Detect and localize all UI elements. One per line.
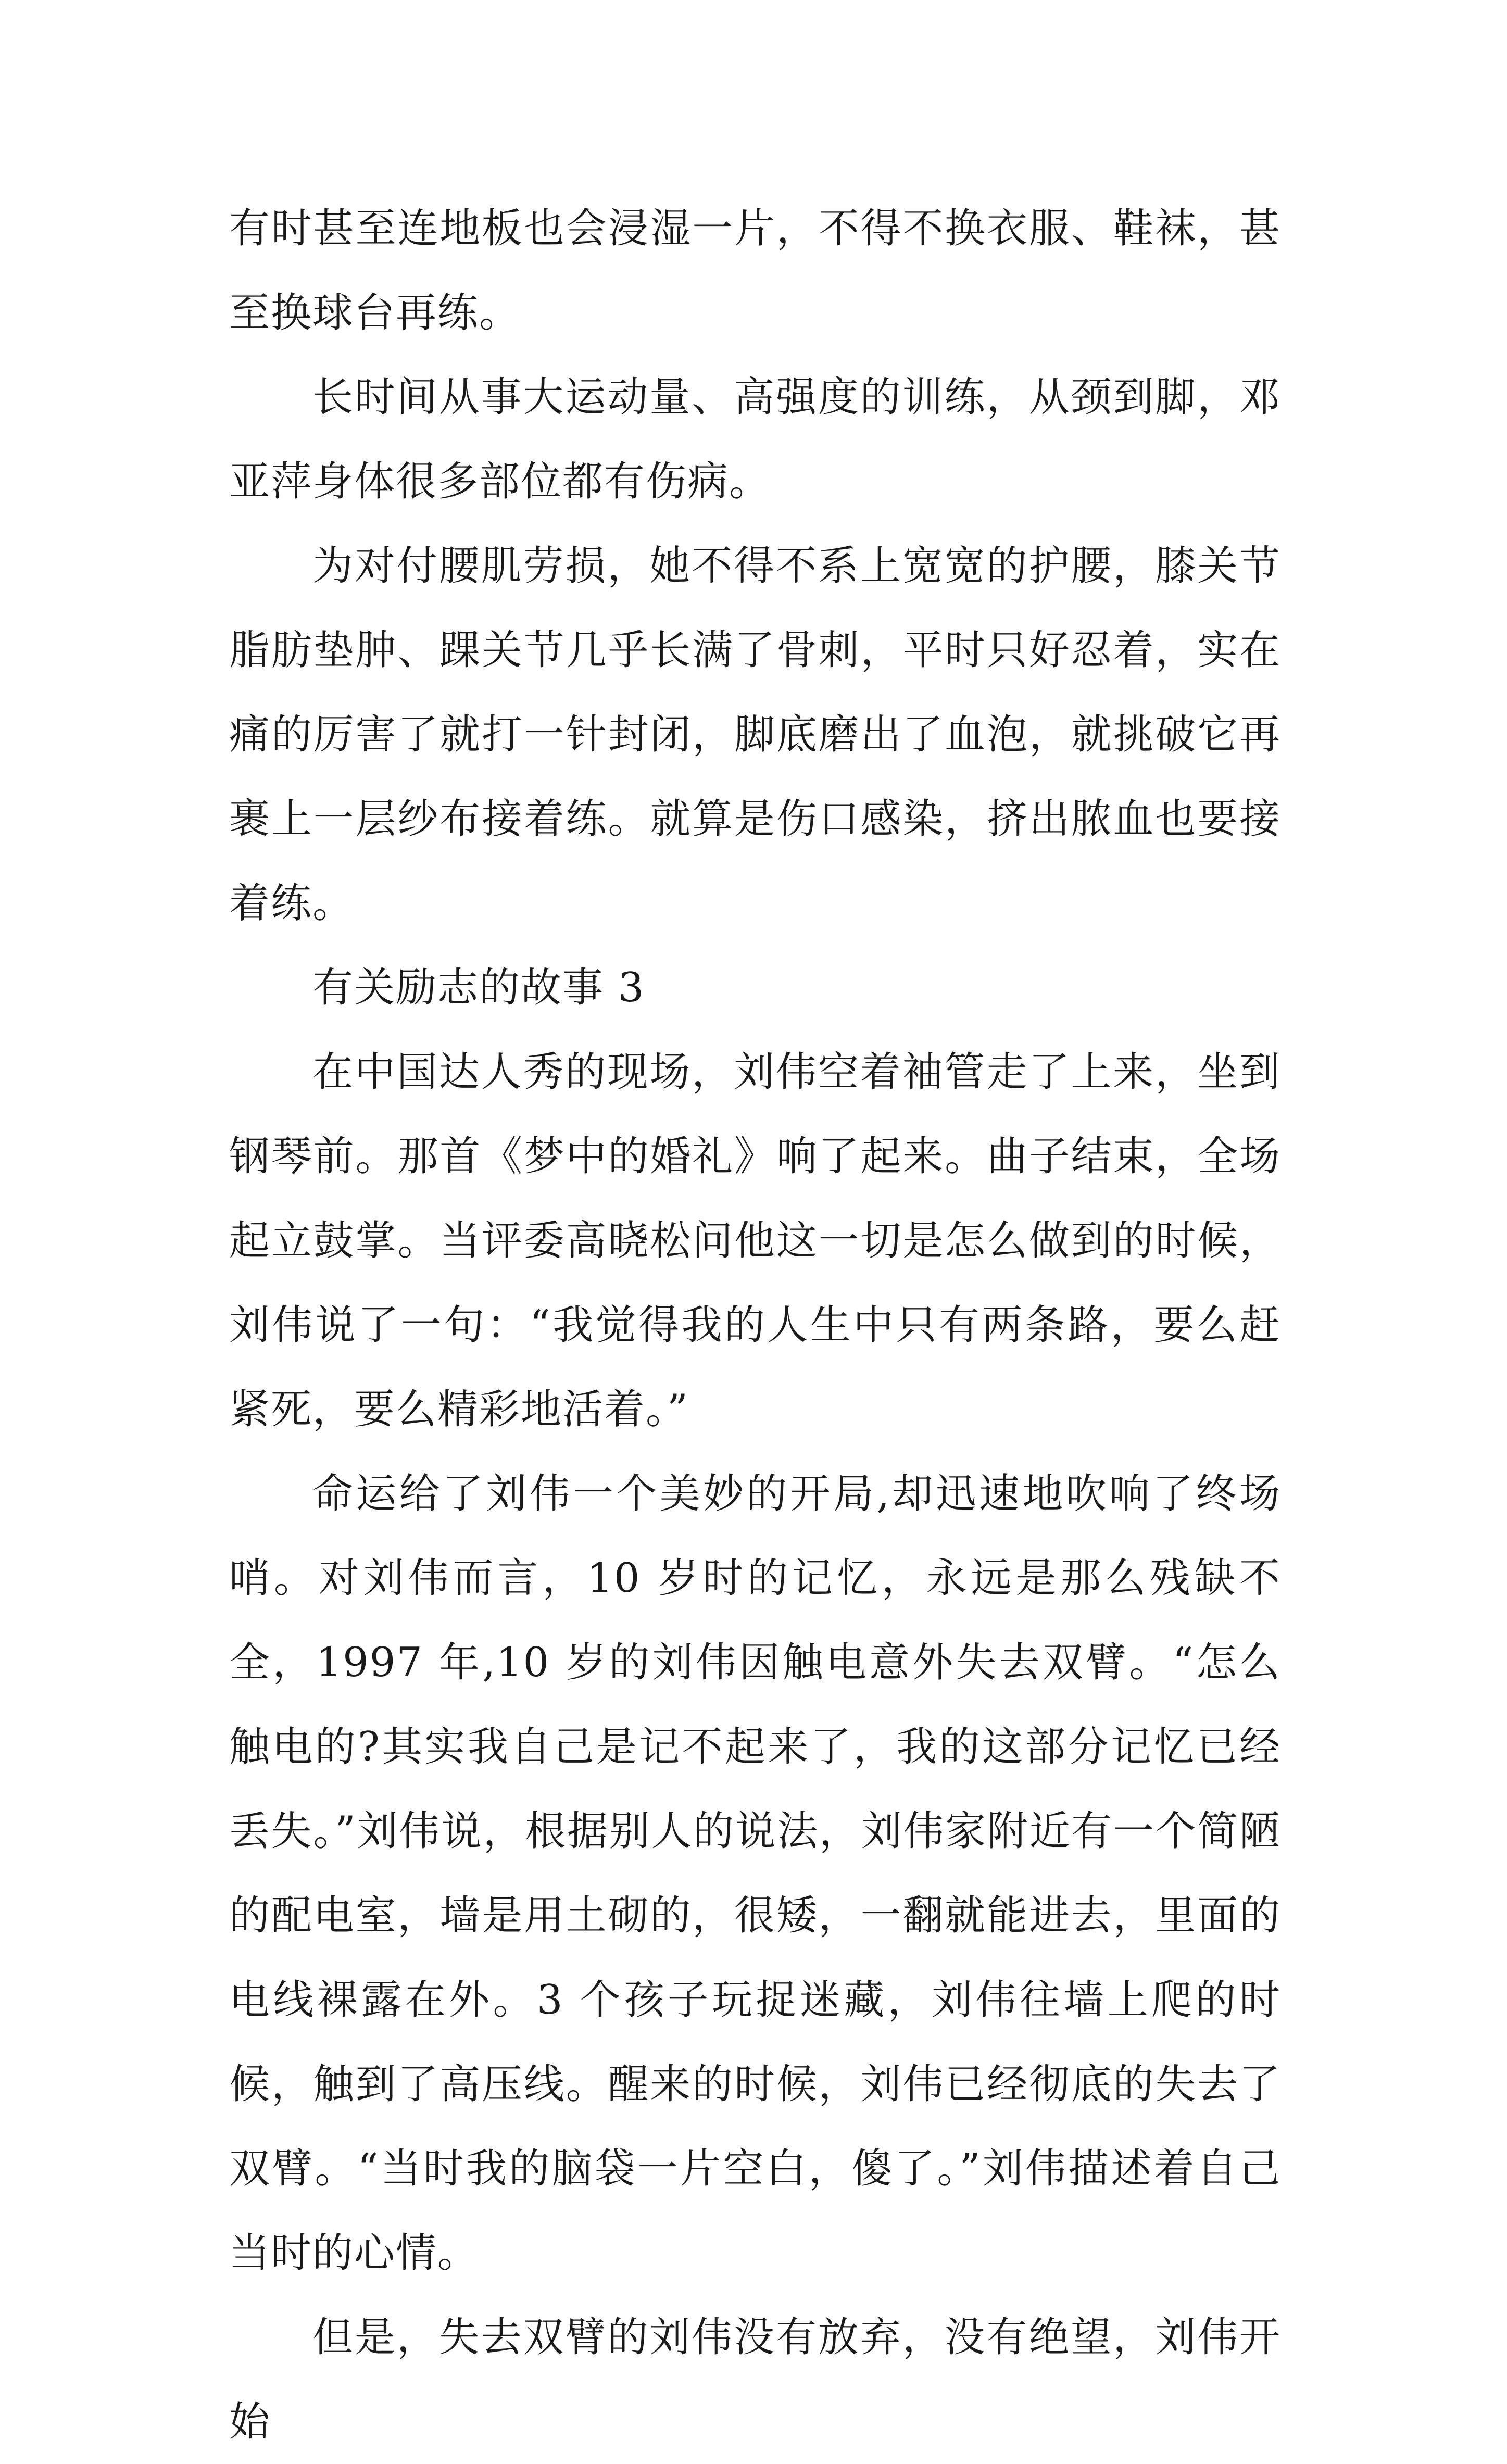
paragraph-perseverance: 但是，失去双臂的刘伟没有放弃，没有绝望，刘伟开始 — [229, 2314, 1281, 2445]
paragraph-continuation: 有时甚至连地板也会浸湿一片，不得不换衣服、鞋袜，甚至换球台再练。 — [229, 205, 1281, 336]
section-heading: 有关励志的故事 3 — [312, 964, 645, 1011]
paragraph-injuries: 长时间从事大运动量、高强度的训练，从颈到脚，邓亚萍身体很多部位都有伤病。 — [229, 374, 1281, 505]
paragraph-talent-show: 在中国达人秀的现场，刘伟空着袖管走了上来，坐到钢琴前。那首《梦中的婚礼》响了起来。曲子结束，全场起立鼓掌。当评委高晓松问他这一切是怎么做到的时候，刘伟说了一句：“我觉得我的人生中只有两条路，要么赶紧死，要么精彩地活着。” — [229, 1049, 1281, 1433]
paragraph-accident: 命运给了刘伟一个美妙的开局,却迅速地吹响了终场哨。对刘伟而言，10 岁时的记忆，永远是那么残缺不全，1997 年,10 岁的刘伟因触电意外失去双臂。“怎么触电的?其实我自己是记不起来了，我的这部分记忆已经丢失。”刘伟说，根据别人的说法，刘伟家附近有一个简陋的配电室，墙是用土砌的，很矮，一翻就能进去，里面的电线裸露在外。3 个孩子玩捉迷藏，刘伟往墙上爬的时候，触到了高压线。醒来的时候，刘伟已经彻底的失去了双臂。“当时我的脑袋一片空白，傻了。”刘伟描述着自己当时的心情。 — [229, 1470, 1281, 2277]
document-body — [229, 186, 1281, 2464]
paragraph-training: 为对付腰肌劳损，她不得不系上宽宽的护腰，膝关节脂肪垫肿、踝关节几乎长满了骨刺，平时只好忍着，实在痛的厉害了就打一针封闭，脚底磨出了血泡，就挑破它再裹上一层纱布接着练。就算是伤口感染，挤出脓血也要接着练。 — [229, 543, 1281, 927]
